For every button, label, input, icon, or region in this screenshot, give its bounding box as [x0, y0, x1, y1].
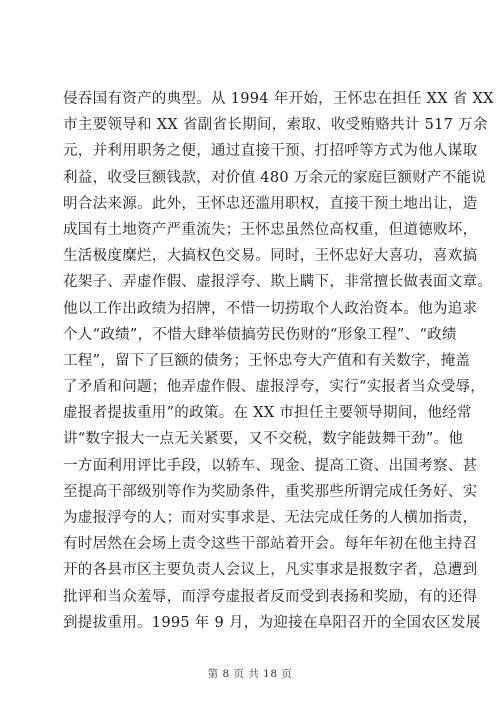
text-line: 侵吞国有资产的典型。从 1994 年开始，王怀忠在担任 XX 省 XX [63, 91, 494, 107]
text-line: 成国有土地资产严重流失；王怀忠虽然位高权重，但道德败坏， [63, 221, 478, 238]
text-line: 到提拔重用。1995 年 9 月，为迎接在阜阳召开的全国农区发展 [63, 614, 481, 631]
text-line: 开的各县市区主要负责人会议上，凡实事求是报数字者，总遭到 [63, 562, 478, 579]
page-footer: 第 8 页 共 18 页 [207, 668, 293, 680]
text-line: 花架子、弄虚作假、虚报浮夸、欺上瞒下，非常擅长做表面文章。 [63, 274, 493, 291]
text-line: 有时居然在会场上责令这些干部站着开会。每年年初在他主持召 [63, 536, 478, 553]
text-line: 利益，收受巨额钱款，对价值 480 万余元的家庭巨额财产不能说 [63, 169, 487, 186]
text-line: 生活极度糜烂，大搞权色交易。同时，王怀忠好大喜功，喜欢搞 [63, 248, 478, 265]
text-line: 个人“政绩”，不惜大肆举债搞劳民伤财的“形象工程”、“政绩 [63, 326, 457, 343]
text-line: 虚报者提拔重用”的政策。在 XX 市担任主要领导期间，他经常 [63, 405, 472, 422]
text-line: 为虚报浮夸的人；而对实事求是、无法完成任务的人横加指责， [63, 510, 478, 526]
text-line: 批评和当众羞辱，而浮夸虚报者反而受到表扬和奖励，有的还得 [63, 588, 478, 605]
text-line: 了矛盾和问题；他弄虚作假、虚报浮夸，实行“实报者当众受辱， [63, 379, 486, 396]
text-line: 他以工作出政绩为招牌，不惜一切捞取个人政治资本。他为追求 [63, 300, 478, 317]
text-line: 市主要领导和 XX 省副省长期间，索取、收受贿赂共计 517 万余 [63, 117, 488, 134]
text-line: 至提高干部级别等作为奖励条件，重奖那些所谓完成任务好、实 [63, 483, 478, 500]
text-line: 讲“数字报大一点无关紧要，又不交税，数字能鼓舞干劲”。他 [63, 431, 464, 448]
text-line: 一方面利用评比手段，以轿车、现金、提高工资、出国考察、甚 [63, 457, 478, 474]
body-paragraph [63, 86, 494, 636]
text-line: 工程”，留下了巨额的债务；王怀忠夸大产值和有关数字，掩盖 [63, 352, 471, 369]
text-line: 明合法来源。此外，王怀忠还滥用职权，直接干预土地出让，造 [63, 195, 478, 212]
text-line: 元，并利用职务之便，通过直接干预、打招呼等方式为他人谋取 [63, 143, 478, 160]
